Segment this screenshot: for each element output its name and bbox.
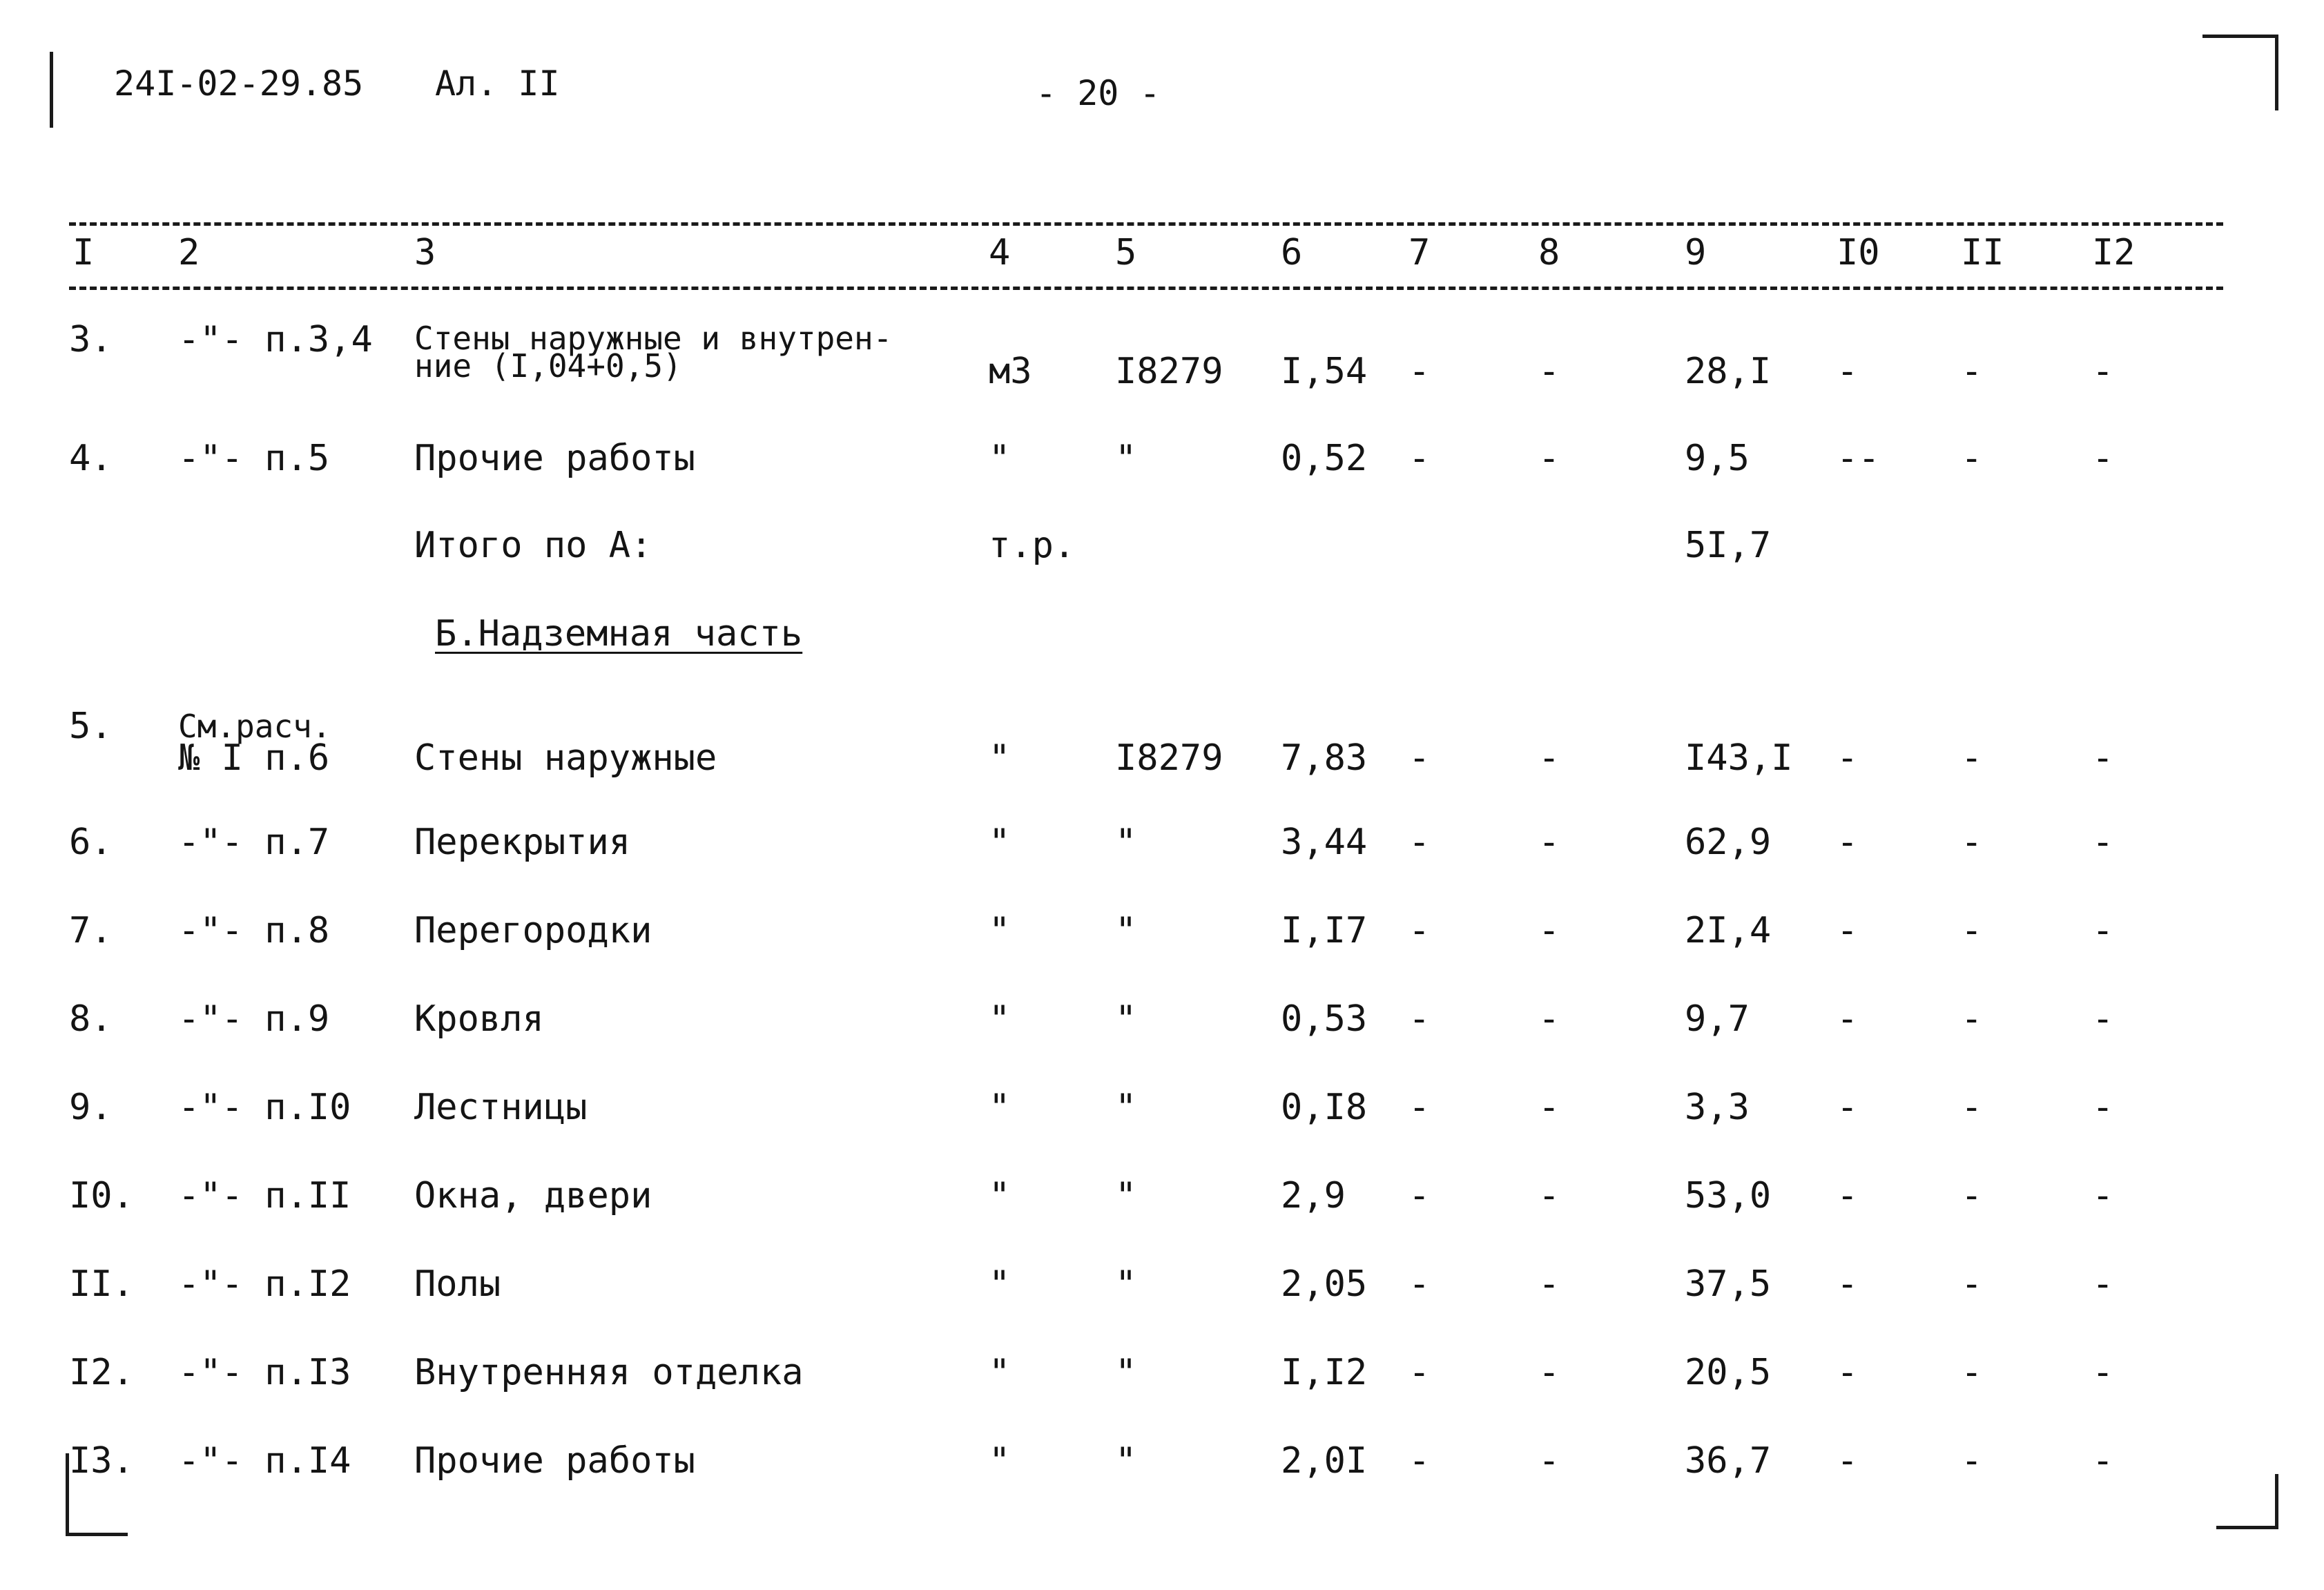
column-header: 4 <box>989 232 1011 273</box>
row-col11: - <box>1961 1087 1983 1128</box>
row-name: Прочие работы <box>414 1440 695 1482</box>
row-col12: - <box>2092 1175 2114 1216</box>
row-col7: - <box>1408 1175 1431 1216</box>
row-number: 5. <box>69 706 113 747</box>
row-name: Внутренняя отделка <box>414 1352 804 1393</box>
row-col7: - <box>1408 438 1431 479</box>
row-number: I2. <box>69 1352 134 1393</box>
row-col7: - <box>1408 998 1431 1040</box>
column-header: 7 <box>1408 232 1431 273</box>
row-unit: " <box>989 438 1011 479</box>
row-col8: - <box>1538 910 1560 951</box>
row-col12: - <box>2092 438 2114 479</box>
row-quantity: 2,9 <box>1281 1175 1346 1216</box>
row-reference: -"- п.9 <box>178 998 330 1040</box>
row-number: 6. <box>69 822 113 863</box>
row-name: Полы <box>414 1263 501 1305</box>
document-code: 24I-02-29.85 <box>114 64 364 104</box>
column-header: 6 <box>1281 232 1303 273</box>
row-col11: - <box>1961 438 1983 479</box>
row-name: Стены наружные и внутрен- <box>414 320 893 357</box>
row-reference: См.расч. <box>178 708 331 745</box>
row-quantity: I,I2 <box>1281 1352 1368 1393</box>
row-unit-price: " <box>1115 998 1137 1040</box>
row-quantity: 0,53 <box>1281 998 1368 1040</box>
corner-mark-top-right <box>2202 35 2278 38</box>
column-header: 2 <box>178 232 200 273</box>
row-quantity: 0,52 <box>1281 438 1368 479</box>
row-unit: м3 <box>989 351 1032 392</box>
row-col10: - <box>1837 910 1859 951</box>
row-col8: - <box>1538 822 1560 863</box>
row-col8: - <box>1538 351 1560 392</box>
row-col12: - <box>2092 1352 2114 1393</box>
column-header: 5 <box>1115 232 1137 273</box>
corner-mark-bottom-right <box>2216 1526 2278 1529</box>
row-total: 9,5 <box>1685 438 1750 479</box>
row-unit-price: " <box>1115 438 1137 479</box>
subtotal-total: 5I,7 <box>1685 525 1772 566</box>
row-quantity: 3,44 <box>1281 822 1368 863</box>
row-col7: - <box>1408 737 1431 779</box>
row-quantity: I,54 <box>1281 351 1368 392</box>
row-name: Кровля <box>414 998 544 1040</box>
row-col10: - <box>1837 351 1859 392</box>
row-col11: - <box>1961 1440 1983 1482</box>
row-col11: - <box>1961 1175 1983 1216</box>
row-col7: - <box>1408 1352 1431 1393</box>
table-header-rule <box>69 287 2223 290</box>
row-col10: - <box>1837 822 1859 863</box>
row-total: I43,I <box>1685 737 1793 779</box>
row-col12: - <box>2092 822 2114 863</box>
row-col8: - <box>1538 1175 1560 1216</box>
table-top-rule <box>69 222 2223 226</box>
row-col12: - <box>2092 1087 2114 1128</box>
row-name: Стены наружные <box>414 737 717 779</box>
row-reference: -"- п.I3 <box>178 1352 351 1393</box>
row-unit-price: I8279 <box>1115 737 1223 779</box>
row-total: 37,5 <box>1685 1263 1772 1305</box>
column-header: II <box>1961 232 2004 273</box>
row-col8: - <box>1538 1440 1560 1482</box>
row-quantity: 2,05 <box>1281 1263 1368 1305</box>
page-number: - 20 - <box>1036 73 1161 113</box>
row-col8: - <box>1538 1087 1560 1128</box>
row-col11: - <box>1961 1352 1983 1393</box>
subtotal-unit: т.р. <box>989 525 1076 566</box>
row-col11: - <box>1961 822 1983 863</box>
column-header: 8 <box>1538 232 1560 273</box>
row-col8: - <box>1538 998 1560 1040</box>
row-reference: -"- п.I2 <box>178 1263 351 1305</box>
row-col11: - <box>1961 998 1983 1040</box>
row-col8: - <box>1538 438 1560 479</box>
row-reference: -"- п.I0 <box>178 1087 351 1128</box>
row-number: I3. <box>69 1440 134 1482</box>
row-number: 9. <box>69 1087 113 1128</box>
row-unit-price: " <box>1115 822 1137 863</box>
row-name: Перекрытия <box>414 822 631 863</box>
subtotal-label: Итого по А: <box>414 525 652 566</box>
row-total: 9,7 <box>1685 998 1750 1040</box>
row-col10: - <box>1837 998 1859 1040</box>
column-header: I0 <box>1837 232 1880 273</box>
row-col10: - <box>1837 1175 1859 1216</box>
row-unit: " <box>989 1440 1011 1482</box>
corner-mark-top-right-vertical <box>2275 35 2278 110</box>
row-unit: " <box>989 822 1011 863</box>
row-name: Перегородки <box>414 910 652 951</box>
row-col12: - <box>2092 737 2114 779</box>
row-col12: - <box>2092 351 2114 392</box>
left-margin-mark <box>50 52 53 128</box>
row-reference: -"- п.3,4 <box>178 319 373 360</box>
column-header: 3 <box>414 232 436 273</box>
row-col12: - <box>2092 910 2114 951</box>
row-name-continued: ние (I,04+0,5) <box>414 347 682 385</box>
row-total: 36,7 <box>1685 1440 1772 1482</box>
row-quantity: 0,I8 <box>1281 1087 1368 1128</box>
column-header: I2 <box>2092 232 2136 273</box>
row-unit-price: " <box>1115 1352 1137 1393</box>
row-reference: -"- п.5 <box>178 438 330 479</box>
row-reference: -"- п.7 <box>178 822 330 863</box>
row-col10: - <box>1837 737 1859 779</box>
row-col7: - <box>1408 822 1431 863</box>
row-col10: - <box>1837 1440 1859 1482</box>
row-unit-price: " <box>1115 1087 1137 1128</box>
row-total: 53,0 <box>1685 1175 1772 1216</box>
row-col11: - <box>1961 351 1983 392</box>
row-total: 28,I <box>1685 351 1772 392</box>
row-total: 3,3 <box>1685 1087 1750 1128</box>
corner-mark-bottom-right-vertical <box>2275 1474 2278 1529</box>
row-reference: -"- п.II <box>178 1175 351 1216</box>
section-heading: Б.Надземная часть <box>435 613 803 655</box>
row-quantity: 7,83 <box>1281 737 1368 779</box>
row-name: Окна, двери <box>414 1175 652 1216</box>
row-col7: - <box>1408 910 1431 951</box>
row-unit-price: " <box>1115 910 1137 951</box>
row-unit-price: I8279 <box>1115 351 1223 392</box>
row-reference-continued: № I п.6 <box>178 737 330 779</box>
column-header: I <box>72 232 95 273</box>
row-number: 7. <box>69 910 113 951</box>
row-unit: " <box>989 1263 1011 1305</box>
row-col12: - <box>2092 1440 2114 1482</box>
row-name: Прочие работы <box>414 438 695 479</box>
row-col8: - <box>1538 737 1560 779</box>
row-col10: - <box>1837 1263 1859 1305</box>
row-col7: - <box>1408 351 1431 392</box>
row-unit: " <box>989 1087 1011 1128</box>
row-number: I0. <box>69 1175 134 1216</box>
row-unit: " <box>989 998 1011 1040</box>
row-quantity: I,I7 <box>1281 910 1368 951</box>
row-col11: - <box>1961 737 1983 779</box>
row-total: 20,5 <box>1685 1352 1772 1393</box>
row-number: 4. <box>69 438 113 479</box>
row-col10: - <box>1837 1087 1859 1128</box>
row-number: 3. <box>69 319 113 360</box>
row-col7: - <box>1408 1263 1431 1305</box>
row-reference: -"- п.8 <box>178 910 330 951</box>
row-reference: -"- п.I4 <box>178 1440 351 1482</box>
row-unit-price: " <box>1115 1175 1137 1216</box>
row-col10: -- <box>1837 438 1880 479</box>
row-col7: - <box>1408 1440 1431 1482</box>
row-unit-price: " <box>1115 1440 1137 1482</box>
row-col12: - <box>2092 998 2114 1040</box>
sheet-label: Ал. II <box>435 64 560 104</box>
corner-mark-bottom-left <box>66 1533 128 1536</box>
row-col12: - <box>2092 1263 2114 1305</box>
row-unit: " <box>989 1352 1011 1393</box>
row-col8: - <box>1538 1263 1560 1305</box>
row-total: 2I,4 <box>1685 910 1772 951</box>
row-unit: " <box>989 1175 1011 1216</box>
row-col8: - <box>1538 1352 1560 1393</box>
row-col10: - <box>1837 1352 1859 1393</box>
row-col11: - <box>1961 1263 1983 1305</box>
row-quantity: 2,0I <box>1281 1440 1368 1482</box>
row-col11: - <box>1961 910 1983 951</box>
row-unit: " <box>989 737 1011 779</box>
row-col7: - <box>1408 1087 1431 1128</box>
row-number: II. <box>69 1263 134 1305</box>
row-name: Лестницы <box>414 1087 588 1128</box>
row-unit: " <box>989 910 1011 951</box>
column-header: 9 <box>1685 232 1707 273</box>
row-unit-price: " <box>1115 1263 1137 1305</box>
row-number: 8. <box>69 998 113 1040</box>
row-total: 62,9 <box>1685 822 1772 863</box>
